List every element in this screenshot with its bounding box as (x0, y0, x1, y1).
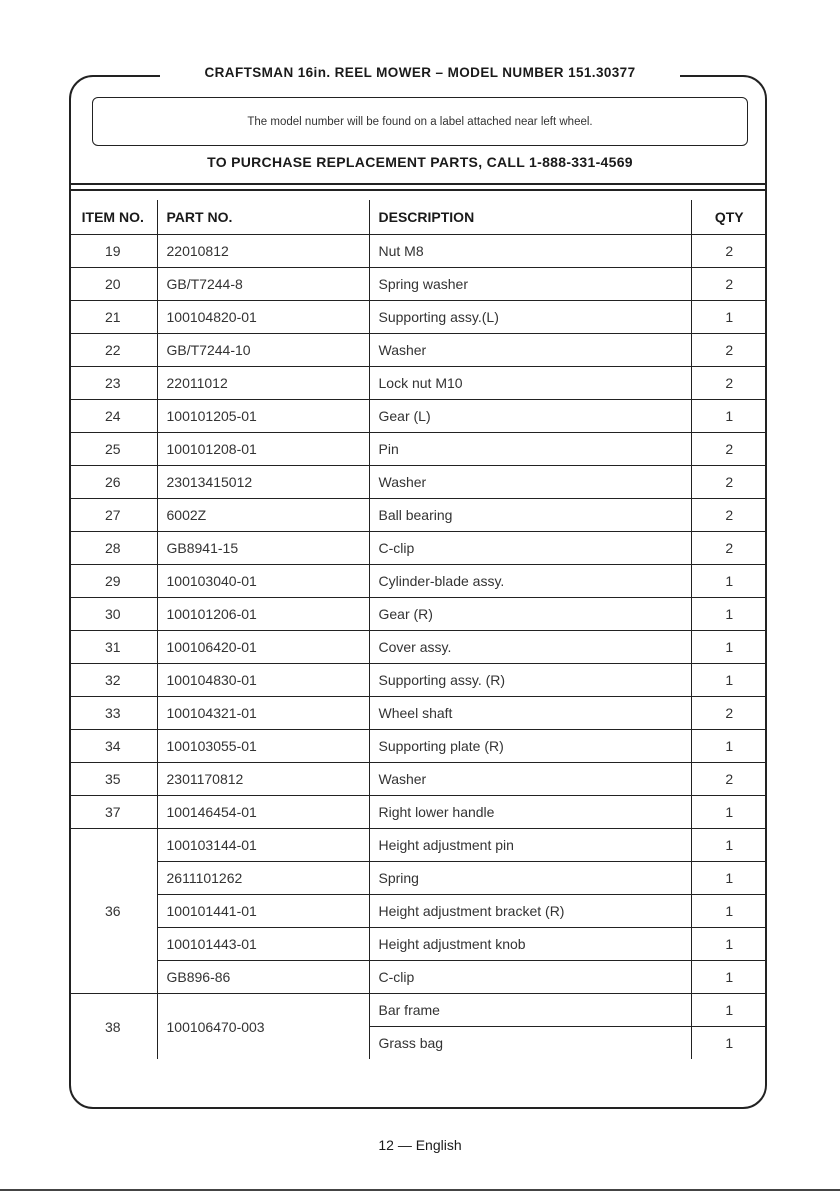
part-number-cell: 100103040-01 (157, 565, 369, 598)
description-cell: Washer (369, 763, 691, 796)
part-number-cell: 100104321-01 (157, 697, 369, 730)
qty-cell: 2 (691, 763, 767, 796)
qty-cell: 2 (691, 235, 767, 268)
item-number-cell: 20 (69, 268, 157, 301)
item-number-cell: 32 (69, 664, 157, 697)
item-number-cell: 19 (69, 235, 157, 268)
part-number-cell: 6002Z (157, 499, 369, 532)
part-number-cell: 100101205-01 (157, 400, 369, 433)
col-header-part-no: PART NO. (157, 200, 369, 235)
description-cell: Pin (369, 433, 691, 466)
part-number-cell: 2301170812 (157, 763, 369, 796)
item-number-cell: 30 (69, 598, 157, 631)
part-number-cell: 23013415012 (157, 466, 369, 499)
table-row (69, 268, 767, 301)
item-number-cell: 28 (69, 532, 157, 565)
item-number-cell: 21 (69, 301, 157, 334)
qty-cell: 2 (691, 697, 767, 730)
description-cell: Nut M8 (369, 235, 691, 268)
col-header-qty: QTY (691, 200, 767, 235)
table-row (69, 862, 767, 895)
table-row (69, 994, 767, 1027)
table-row (69, 499, 767, 532)
description-cell: Right lower handle (369, 796, 691, 829)
description-cell: Lock nut M10 (369, 367, 691, 400)
item-number-cell: 31 (69, 631, 157, 664)
header-divider-bottom (69, 189, 767, 191)
item-number-cell: 38 (69, 994, 157, 1060)
description-cell: Grass bag (369, 1027, 691, 1060)
description-cell: Supporting assy.(L) (369, 301, 691, 334)
part-number-cell: 100101208-01 (157, 433, 369, 466)
part-number-cell: 100106470-003 (157, 994, 369, 1060)
item-number-cell: 29 (69, 565, 157, 598)
qty-cell: 2 (691, 466, 767, 499)
table-row (69, 763, 767, 796)
description-cell: Gear (R) (369, 598, 691, 631)
description-cell: Cover assy. (369, 631, 691, 664)
part-number-cell: 100104830-01 (157, 664, 369, 697)
table-row (69, 829, 767, 862)
table-header-row (69, 200, 767, 235)
col-header-item-no: ITEM NO. (81, 209, 144, 225)
table-row (69, 664, 767, 697)
table-row (69, 532, 767, 565)
table-row (69, 367, 767, 400)
col-header-description: DESCRIPTION (369, 200, 691, 235)
table-row (69, 466, 767, 499)
part-number-cell: 100103144-01 (157, 829, 369, 862)
qty-cell: 2 (691, 433, 767, 466)
table-row (69, 895, 767, 928)
item-number-cell: 23 (69, 367, 157, 400)
qty-cell: 1 (691, 301, 767, 334)
table-row (69, 730, 767, 763)
parts-table-body (69, 235, 767, 1060)
part-number-cell: 100101206-01 (157, 598, 369, 631)
part-number-cell: 100106420-01 (157, 631, 369, 664)
part-number-cell: 100101443-01 (157, 928, 369, 961)
description-cell: Gear (L) (369, 400, 691, 433)
item-number-cell: 34 (69, 730, 157, 763)
qty-cell: 2 (691, 499, 767, 532)
item-number-cell: 24 (69, 400, 157, 433)
item-number-cell: 25 (69, 433, 157, 466)
description-cell: Height adjustment pin (369, 829, 691, 862)
description-cell: Supporting plate (R) (369, 730, 691, 763)
table-row (69, 598, 767, 631)
part-number-cell: 22011012 (157, 367, 369, 400)
table-row (69, 235, 767, 268)
qty-cell: 1 (691, 961, 767, 994)
page-footer: 12 — English (378, 1137, 462, 1153)
description-cell: Cylinder-blade assy. (369, 565, 691, 598)
qty-cell: 1 (691, 1027, 767, 1060)
model-number-note-text: The model number will be found on a label attached near left wheel. (247, 115, 593, 128)
model-number-note (92, 97, 748, 146)
description-cell: C-clip (369, 532, 691, 565)
qty-cell: 1 (691, 664, 767, 697)
qty-cell: 1 (691, 598, 767, 631)
part-number-cell: 100146454-01 (157, 796, 369, 829)
qty-cell: 1 (691, 730, 767, 763)
qty-cell: 2 (691, 532, 767, 565)
table-row (69, 928, 767, 961)
qty-cell: 1 (691, 994, 767, 1027)
part-number-cell: 100104820-01 (157, 301, 369, 334)
parts-table (69, 200, 767, 1059)
qty-cell: 1 (691, 928, 767, 961)
item-number-cell: 27 (69, 499, 157, 532)
part-number-cell: GB/T7244-8 (157, 268, 369, 301)
table-row (69, 400, 767, 433)
table-row (69, 301, 767, 334)
description-cell: Height adjustment knob (369, 928, 691, 961)
part-number-cell: GB8941-15 (157, 532, 369, 565)
description-cell: Height adjustment bracket (R) (369, 895, 691, 928)
item-number-cell: 37 (69, 796, 157, 829)
item-number-cell: 22 (69, 334, 157, 367)
qty-cell: 1 (691, 565, 767, 598)
description-cell: Supporting assy. (R) (369, 664, 691, 697)
description-cell: C-clip (369, 961, 691, 994)
table-row (69, 631, 767, 664)
header-divider-top (69, 183, 767, 185)
table-row (69, 334, 767, 367)
qty-cell: 2 (691, 334, 767, 367)
item-number-cell: 26 (69, 466, 157, 499)
part-number-cell: 22010812 (157, 235, 369, 268)
item-number-cell: 33 (69, 697, 157, 730)
description-cell: Washer (369, 334, 691, 367)
table-row (69, 697, 767, 730)
qty-cell: 1 (691, 400, 767, 433)
table-row (69, 433, 767, 466)
part-number-cell: GB/T7244-10 (157, 334, 369, 367)
part-number-cell: GB896-86 (157, 961, 369, 994)
document-title: CRAFTSMAN 16in. REEL MOWER – MODEL NUMBER 151.30377 (204, 65, 636, 80)
purchase-parts-phone: TO PURCHASE REPLACEMENT PARTS, CALL 1-888-331-4569 (207, 154, 633, 170)
table-row (69, 961, 767, 994)
qty-cell: 1 (691, 796, 767, 829)
qty-cell: 1 (691, 631, 767, 664)
description-cell: Bar frame (369, 994, 691, 1027)
item-number-cell: 35 (69, 763, 157, 796)
description-cell: Ball bearing (369, 499, 691, 532)
part-number-cell: 2611101262 (157, 862, 369, 895)
part-number-cell: 100103055-01 (157, 730, 369, 763)
qty-cell: 2 (691, 268, 767, 301)
description-cell: Washer (369, 466, 691, 499)
qty-cell: 1 (691, 829, 767, 862)
part-number-cell: 100101441-01 (157, 895, 369, 928)
table-row (69, 565, 767, 598)
description-cell: Spring washer (369, 268, 691, 301)
item-number-cell: 36 (69, 829, 157, 994)
qty-cell: 1 (691, 862, 767, 895)
table-row (69, 796, 767, 829)
qty-cell: 1 (691, 895, 767, 928)
description-cell: Wheel shaft (369, 697, 691, 730)
description-cell: Spring (369, 862, 691, 895)
qty-cell: 2 (691, 367, 767, 400)
